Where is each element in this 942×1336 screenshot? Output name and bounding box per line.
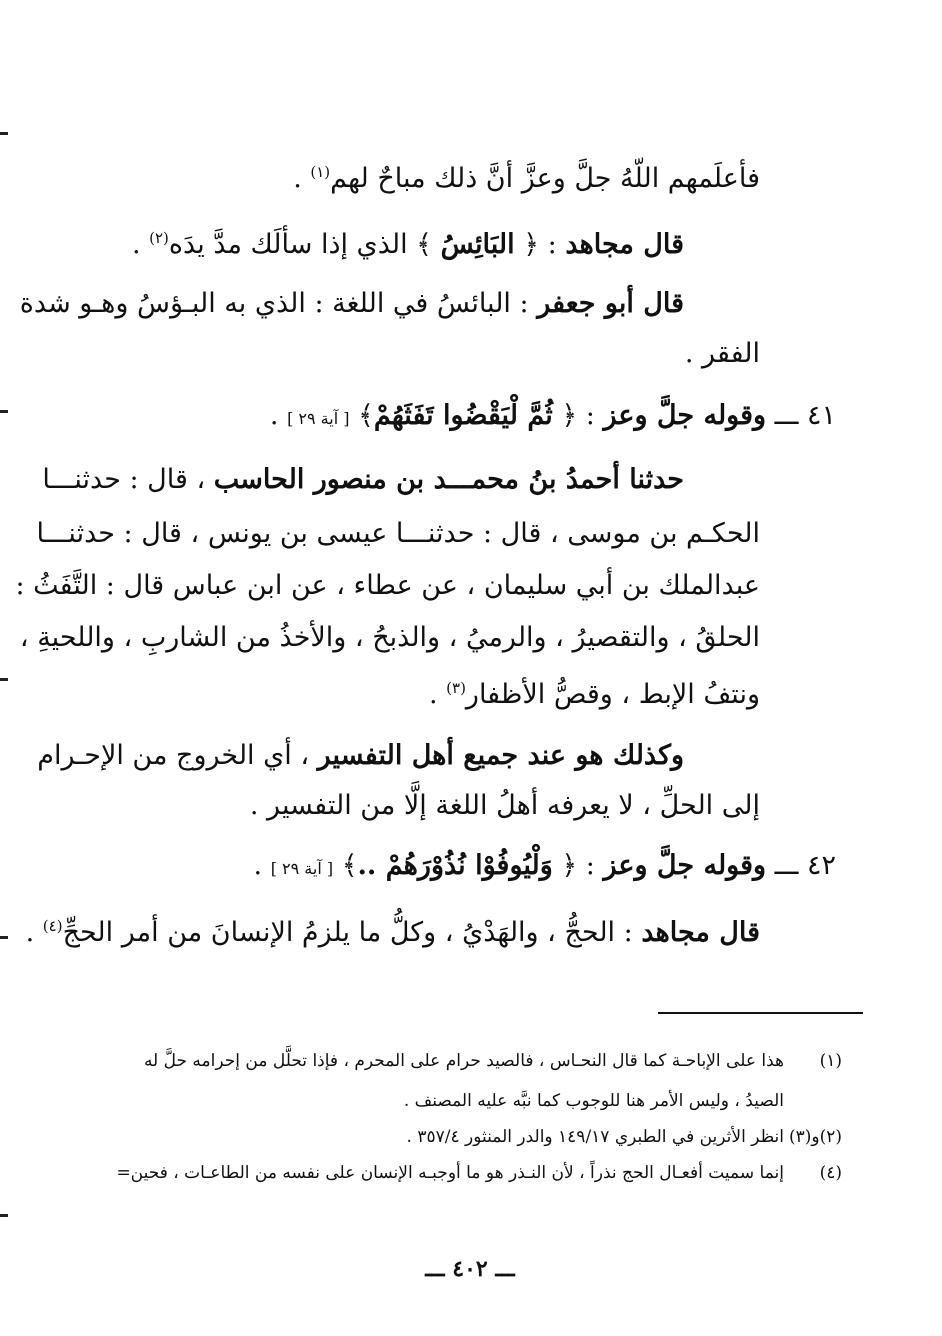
- text-segment: ﴾: [333, 850, 358, 881]
- text-segment: .: [25, 917, 43, 948]
- text-line-7: [36, 514, 760, 554]
- text-segment: الفقر .: [684, 338, 760, 369]
- footnote-number: (١): [819, 1051, 842, 1071]
- footnote-text: هذا على الإباحـة كما قال النحـاس ، فالصيد حرام على المحرم ، فإذا تحلَّل من إحرامه حلَّ له: [143, 1051, 784, 1071]
- text-segment: ﴾: [349, 400, 374, 431]
- text-segment: .: [131, 229, 150, 260]
- text-segment: ﴾ الذي إذا سألَك مدَّ يدَه: [168, 229, 441, 260]
- text-line-2: [132, 218, 684, 265]
- text-segment: ، أي الخروج من الإحـرام: [37, 740, 318, 771]
- footnote-ref-2: (٢): [149, 229, 169, 247]
- entry-number: ٤٢ ـــ: [766, 850, 836, 881]
- footnote-1-continued: [404, 1088, 784, 1114]
- text-line-10: [429, 668, 760, 715]
- text-segment: فأعلَمهم اللّهُ جلَّ وعزَّ أنَّ ذلك مباحٌ لهم: [330, 163, 760, 194]
- footnote-ref-4: (٤): [42, 917, 63, 935]
- aya-reference: [ آية ٢٩ ]: [287, 409, 350, 428]
- footnote-text: انظر الأثرين في الطبري ١٤٩/١٧ والدر المنثور ٣٥٧/٤ .: [406, 1127, 784, 1147]
- text-segment: عبدالملك بن أبي سليمان ، عن عطاء ، عن ابن عباس قال : التَّفَثُ :: [15, 570, 760, 601]
- page-number: ـــ ٤٠٢ ـــ: [425, 1256, 515, 1282]
- quranic-word: البَائِسُ: [440, 229, 515, 260]
- text-line-12: [250, 786, 760, 826]
- text-segment: .: [253, 850, 271, 881]
- text-segment: الحلقُ ، والتقصيرُ ، والرميُ ، والذبحُ ، والأخذُ من الشاربِ ، واللحيةِ ،: [19, 622, 760, 653]
- text-segment: : ﴿: [514, 229, 566, 260]
- text-line-1: [293, 152, 760, 199]
- entry-intro: وقوله جلَّ وعز: [603, 400, 767, 431]
- speaker-name: قال مجاهد: [641, 917, 760, 948]
- text-segment: : البائسُ في اللغة : الذي به البـؤسُ وهـو شدة: [19, 288, 538, 319]
- text-segment: ونتفُ الإبط ، وقصُّ الأظفار: [465, 679, 760, 710]
- isnad-narrator: حدثنا أحمدُ بنُ محمـــد بن منصور الحاسب: [213, 464, 684, 495]
- text-line-4: [685, 334, 760, 374]
- entry-number: ٤١ ـــ: [766, 400, 836, 431]
- aya-reference: [ آية ٢٩ ]: [270, 859, 334, 878]
- text-segment: : الحجُّ ، والهَدْيُ ، وكلُّ ما يلزمُ الإنسانَ من أمر الحجِّ: [62, 917, 642, 948]
- footnote-1: [144, 1048, 842, 1074]
- text-segment: : ﴿: [552, 400, 604, 431]
- text-segment: .: [269, 400, 288, 431]
- footnote-number: (٢)و(٣): [788, 1127, 842, 1147]
- scan-edge-mark: [0, 678, 8, 681]
- footnote-ref-1: (١): [310, 163, 331, 181]
- entry-intro: وقوله جلَّ وعز: [603, 850, 767, 881]
- text-line-11: [37, 736, 684, 776]
- scan-edge-mark: [0, 936, 8, 939]
- text-segment: .: [428, 679, 447, 710]
- text-line-14: [26, 906, 760, 953]
- text-line-3: [19, 284, 684, 324]
- text-segment: إلى الحلِّ ، لا يعرفه أهلُ اللغة إلَّا من التفسير .: [249, 790, 760, 821]
- text-line-6: [42, 460, 684, 500]
- footnote-separator: [658, 1012, 863, 1014]
- speaker-name: قال أبو جعفر: [537, 288, 684, 319]
- emphasis-phrase: وكذلك هو عند جميع أهل التفسير: [317, 740, 684, 771]
- text-line-9: [19, 618, 760, 658]
- quranic-verse: ثُمَّ لْيَقْضُوا تَفَثَهُمْ: [373, 400, 553, 431]
- scan-edge-mark: [0, 410, 8, 413]
- speaker-name: قال مجاهد: [565, 229, 684, 260]
- quranic-verse: وَلْيُوفُوْا نُذُوْرَهُمْ ..: [357, 850, 553, 881]
- text-segment: .: [293, 163, 311, 194]
- text-segment: : ﴿: [552, 850, 604, 881]
- text-segment: الحكـم بن موسى ، قال : حدثنـــا عيسى بن يونس ، قال : حدثنـــا: [36, 518, 760, 549]
- footnote-2-3: [407, 1124, 842, 1150]
- verse-heading-41: [270, 396, 836, 439]
- footnote-text: إنما سميت أفعـال الحج نذراً ، لأن النـذر هو ما أوجبـه الإنسان على نفسه من الطاعـات ، فحين=: [116, 1163, 784, 1183]
- verse-heading-42: [254, 846, 836, 889]
- text-segment: ، قال : حدثنـــا: [42, 464, 214, 495]
- scan-edge-mark: [0, 132, 8, 135]
- scan-edge-mark: [0, 1214, 8, 1217]
- footnote-4: [116, 1160, 842, 1186]
- text-line-8: [15, 566, 760, 606]
- footnote-text: الصيدُ ، وليس الأمر هنا للوجوب كما نبَّه عليه المصنف .: [403, 1091, 784, 1111]
- footnote-number: (٤): [819, 1163, 842, 1183]
- footnote-ref-3: (٣): [446, 679, 466, 697]
